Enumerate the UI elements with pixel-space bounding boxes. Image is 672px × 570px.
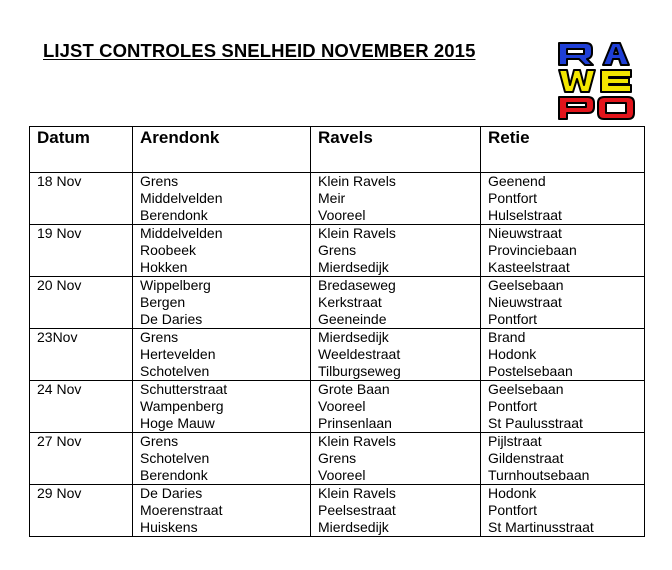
street-name: Schutterstraat (140, 381, 228, 397)
table-header-row (30, 127, 645, 173)
cell-ravels (311, 485, 481, 537)
street-name: Pontfort (488, 502, 538, 518)
cell-arendonk (133, 433, 311, 485)
logo-line-3 (559, 97, 634, 119)
street-name: Nieuwstraat (488, 294, 562, 310)
cell-ravels (311, 225, 481, 277)
street-name: Grens (318, 242, 357, 258)
cell-ravels (311, 381, 481, 433)
header-retie: Retie (481, 127, 645, 173)
street-name: Pijlstraat (488, 433, 542, 449)
header-datum: Datum (30, 127, 133, 173)
cell-arendonk (133, 485, 311, 537)
street-name: Weeldestraat (318, 346, 401, 362)
street-name: Geelsebaan (488, 277, 564, 293)
cell-retie (481, 485, 645, 537)
logo-graphic (556, 40, 636, 124)
street-name: Berendonk (140, 207, 208, 223)
street-name: Hodonk (488, 346, 537, 362)
street-name: Pontfort (488, 398, 538, 414)
street-name: Huiskens (140, 519, 198, 535)
street-name: Hodonk (488, 485, 537, 501)
cell-date: 19 Nov (30, 225, 133, 277)
table-body (30, 173, 645, 537)
cell-ravels (311, 277, 481, 329)
street-name: Geeneinde (318, 311, 387, 327)
street-name: Provinciebaan (488, 242, 577, 258)
table-row (30, 433, 645, 485)
street-name: Schotelven (140, 363, 210, 379)
street-name: Kasteelstraat (488, 259, 570, 275)
cell-retie (481, 277, 645, 329)
street-name: Wampenberg (140, 398, 224, 414)
street-name: Moerenstraat (140, 502, 223, 518)
cell-date: 27 Nov (30, 433, 133, 485)
street-name: Hertevelden (140, 346, 216, 362)
street-name: Meir (318, 190, 346, 206)
street-name: Hulselstraat (488, 207, 562, 223)
street-name: Middelvelden (140, 225, 223, 241)
street-name: Klein Ravels (318, 173, 396, 189)
cell-date: 29 Nov (30, 485, 133, 537)
street-name: Mierdsedijk (318, 519, 389, 535)
street-name: Klein Ravels (318, 225, 396, 241)
street-name: St Martinusstraat (488, 519, 594, 535)
cell-arendonk (133, 381, 311, 433)
street-name: Grote Baan (318, 381, 390, 397)
street-name: Grens (318, 450, 357, 466)
street-name: Pontfort (488, 311, 538, 327)
table-row (30, 381, 645, 433)
street-name: St Paulusstraat (488, 415, 583, 431)
table-row (30, 277, 645, 329)
street-name: Hoge Mauw (140, 415, 215, 431)
table-row (30, 485, 645, 537)
street-name: Berendonk (140, 467, 208, 483)
street-name: Postelsebaan (488, 363, 573, 379)
street-name: Vooreel (318, 398, 366, 414)
street-name: Prinsenlaan (318, 415, 392, 431)
street-name: Mierdsedijk (318, 259, 389, 275)
cell-arendonk (133, 277, 311, 329)
street-name: Middelvelden (140, 190, 223, 206)
street-name: Hokken (140, 259, 188, 275)
street-name: Mierdsedijk (318, 329, 389, 345)
cell-ravels (311, 329, 481, 381)
street-name: Kerkstraat (318, 294, 382, 310)
header-ravels: Ravels (311, 127, 481, 173)
street-name: Gildenstraat (488, 450, 564, 466)
cell-arendonk (133, 225, 311, 277)
street-name: Grens (140, 173, 179, 189)
street-name: De Daries (140, 485, 203, 501)
street-name: Geenend (488, 173, 546, 189)
header-arendonk: Arendonk (133, 127, 311, 173)
cell-date: 20 Nov (30, 277, 133, 329)
cell-retie (481, 433, 645, 485)
table-row (30, 329, 645, 381)
document-title: LIJST CONTROLES SNELHEID NOVEMBER 2015 (43, 40, 476, 61)
cell-retie (481, 173, 645, 225)
street-name: Nieuwstraat (488, 225, 562, 241)
cell-retie (481, 381, 645, 433)
logo-line-1 (559, 43, 629, 65)
street-name: Peelsestraat (318, 502, 396, 518)
cell-date: 24 Nov (30, 381, 133, 433)
street-name: Wippelberg (140, 277, 211, 293)
street-name: De Daries (140, 311, 203, 327)
street-name: Klein Ravels (318, 433, 396, 449)
street-name: Klein Ravels (318, 485, 396, 501)
table-row (30, 173, 645, 225)
street-name: Turnhoutsebaan (488, 467, 590, 483)
cell-arendonk (133, 173, 311, 225)
cell-retie (481, 329, 645, 381)
street-name: Tilburgseweg (318, 363, 401, 379)
street-name: Brand (488, 329, 526, 345)
street-name: Grens (140, 329, 179, 345)
cell-ravels (311, 173, 481, 225)
logo-line-2 (559, 70, 631, 92)
street-name: Bredaseweg (318, 277, 396, 293)
table-row (30, 225, 645, 277)
cell-date: 18 Nov (30, 173, 133, 225)
street-name: Vooreel (318, 207, 366, 223)
street-name: Vooreel (318, 467, 366, 483)
street-name: Schotelven (140, 450, 210, 466)
street-name: Roobeek (140, 242, 197, 258)
cell-arendonk (133, 329, 311, 381)
street-name: Geelsebaan (488, 381, 564, 397)
cell-date: 23Nov (30, 329, 133, 381)
speed-control-table (29, 126, 645, 537)
cell-ravels (311, 433, 481, 485)
street-name: Pontfort (488, 190, 538, 206)
rawepo-logo (556, 40, 636, 124)
cell-retie (481, 225, 645, 277)
street-name: Grens (140, 433, 179, 449)
street-name: Bergen (140, 294, 186, 310)
